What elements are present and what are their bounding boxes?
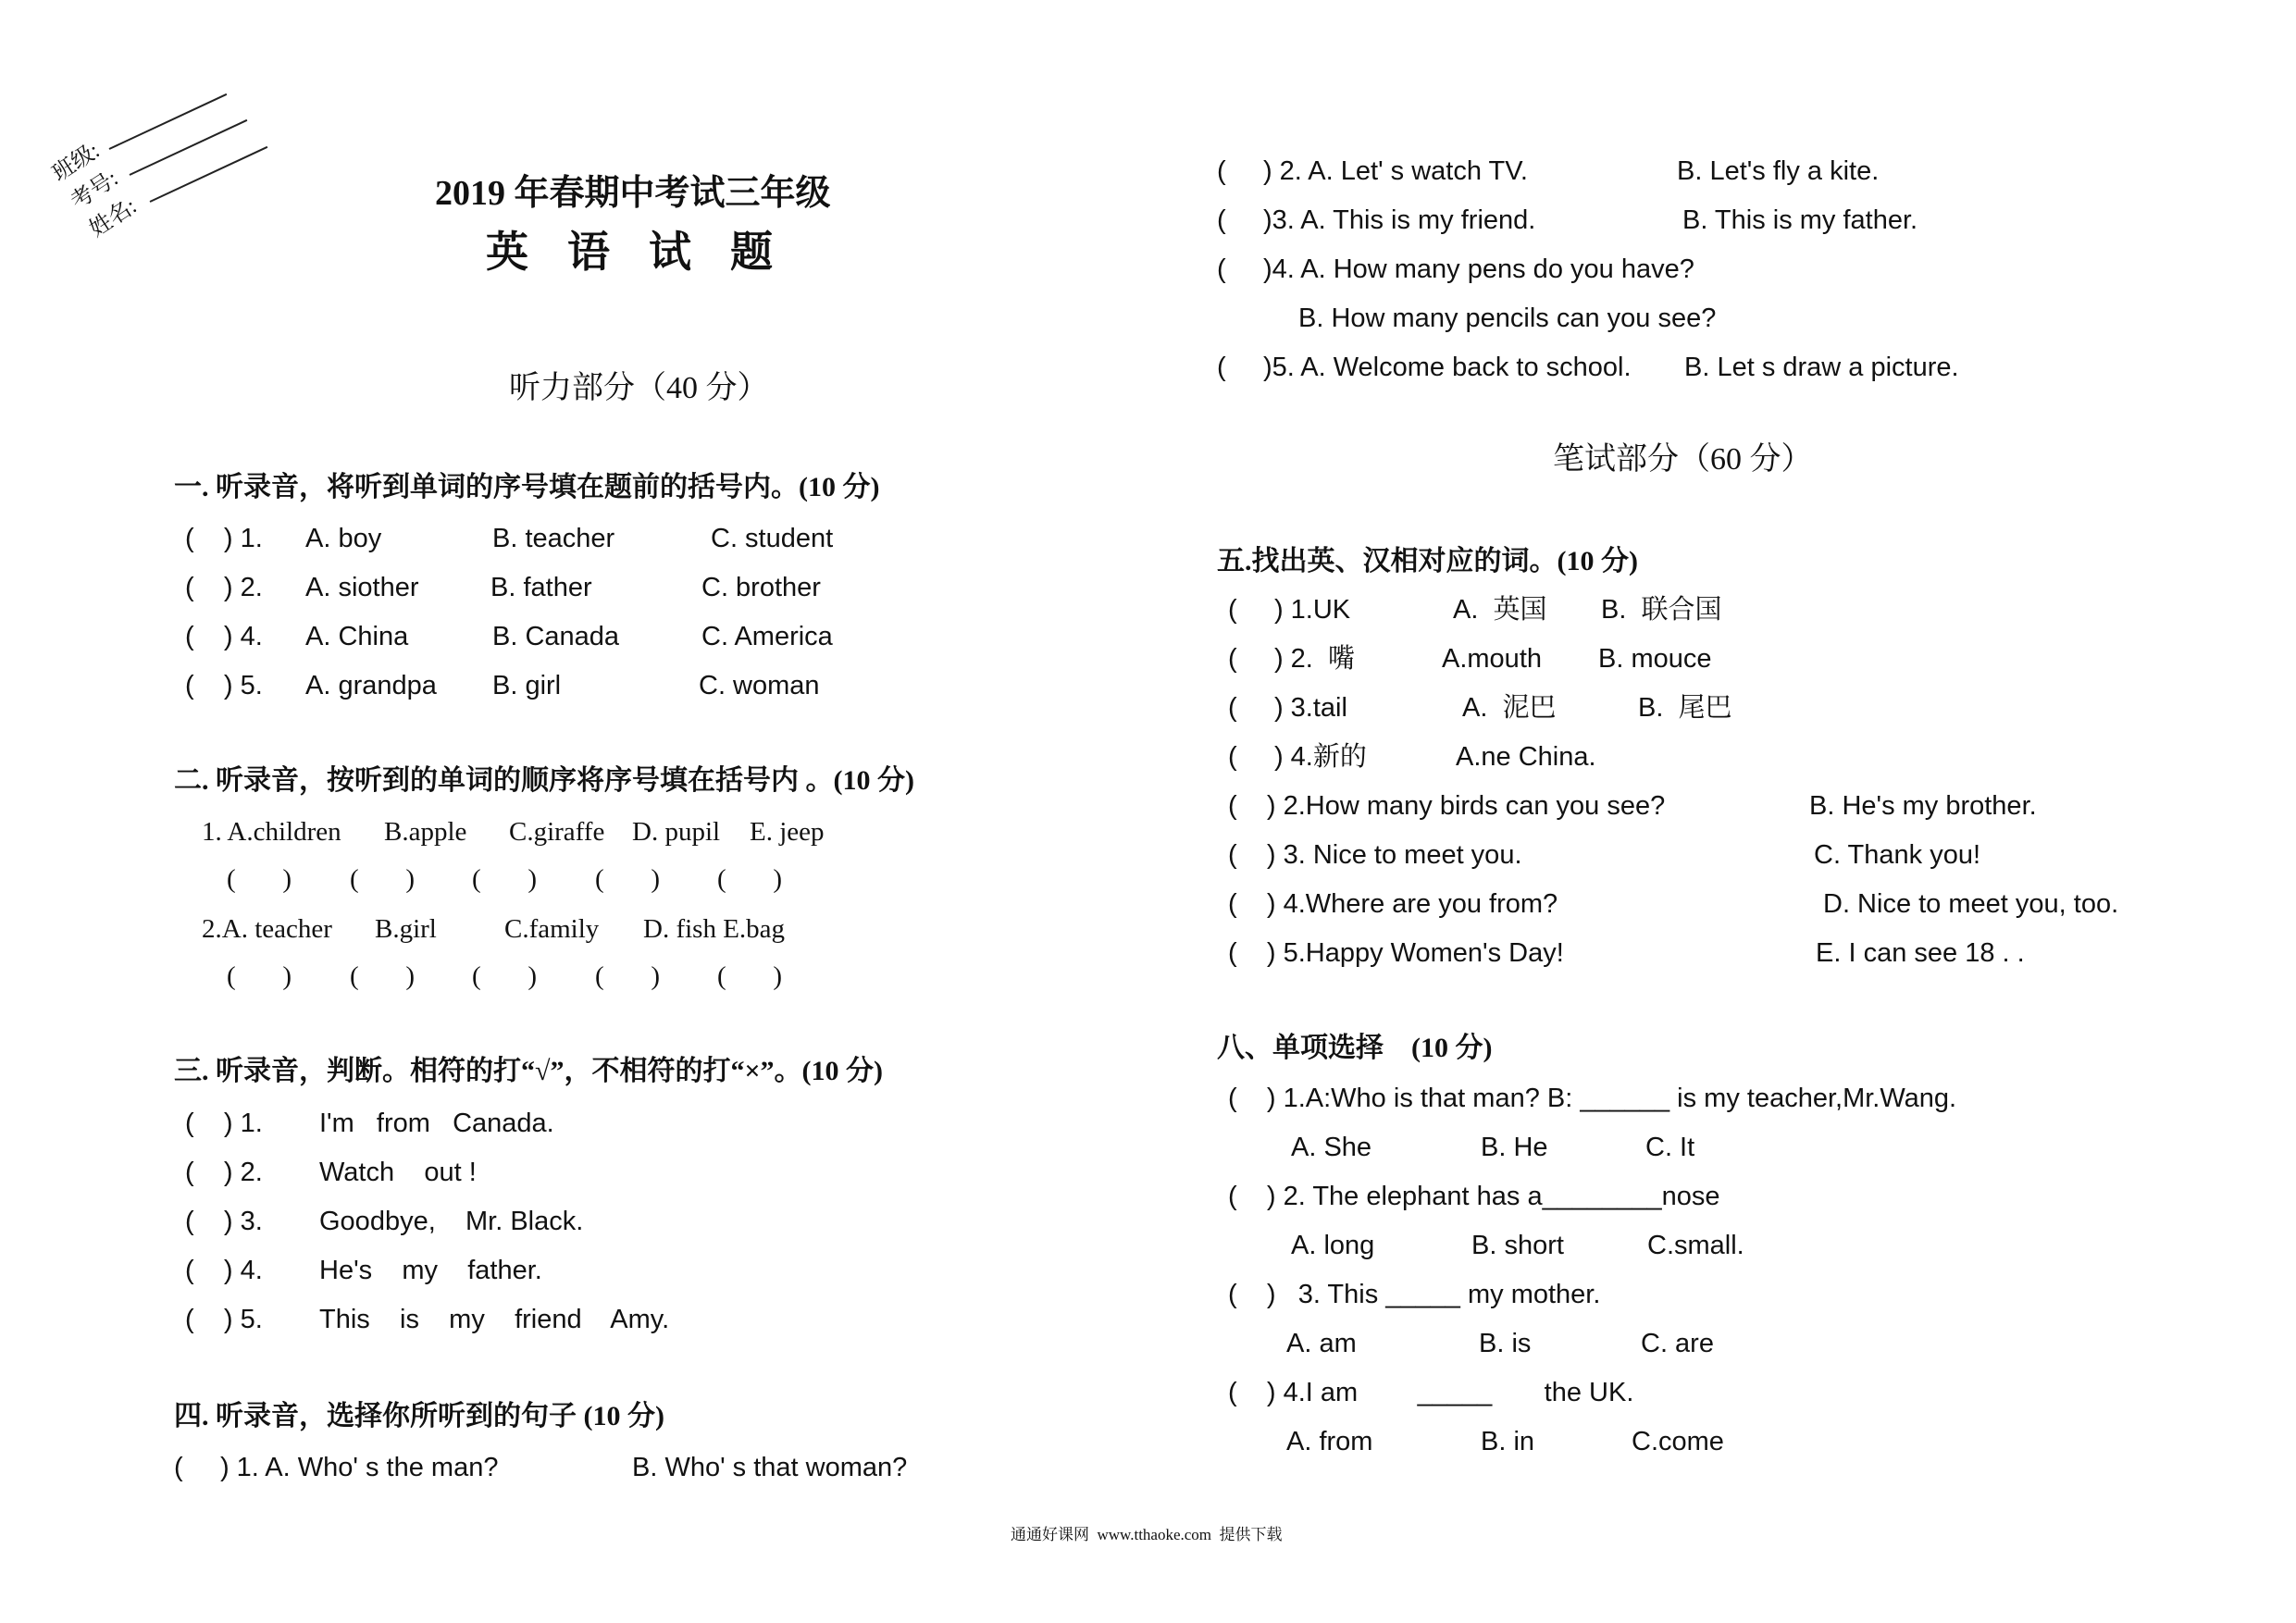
option-a: A. am [1286,1329,1357,1358]
q8-heading: 八、单项选择 (10 分) [1217,1033,1493,1063]
answer-bracket: ( ) 4. [185,622,263,651]
answer-bracket: ( ) [717,961,783,991]
word-option: C.giraffe [509,817,605,847]
option-a: ( ) 2. A. Let' s watch TV. [1217,156,1528,186]
answer-bracket: ( ) [227,961,292,991]
word-option: 2.A. teacher [202,914,332,944]
option-a: ( )5. A. Welcome back to school. [1217,353,1632,382]
sentence: This is my friend Amy. [319,1305,670,1334]
option-b: B. Let's fly a kite. [1677,156,1880,186]
question-text: ( ) 1.A:Who is that man? B: ______ is my teacher,Mr.Wang. [1228,1084,1957,1113]
option-c: C.small. [1647,1231,1744,1260]
question-text: ( ) 3. This _____ my mother. [1228,1280,1601,1309]
option-c: C. are [1641,1329,1714,1358]
question-item: ( ) 3. Nice to meet you. [1228,840,1522,870]
option-a: A. grandpa [305,671,437,700]
answer-bracket: ( ) 4. [185,1256,263,1285]
option-b: B. in [1481,1427,1535,1456]
exam-subtitle: 英语试题 [486,229,812,276]
answer-bracket: ( ) 5. [185,1305,263,1334]
answer-item: D. Nice to meet you, too. [1823,889,2119,919]
exam-number-label: 考号: [67,166,123,215]
answer-item: B. He's my brother. [1809,791,2037,821]
listening-section-heading: 听力部分（40 分） [509,371,769,405]
answer-item: E. I can see 18 . . [1816,938,2025,968]
q5-heading: 五.找出英、汉相对应的词。(10 分) [1217,546,1638,576]
option-a: A. 泥巴 [1462,693,1557,723]
word-item: ( ) 1.UK [1228,595,1351,625]
option-b: B. mouce [1598,644,1712,674]
option-b: B. How many pencils can you see? [1298,304,1717,333]
student-info-stamp [37,51,278,242]
answer-bracket: ( ) [472,864,538,894]
question-text: ( ) 2. The elephant has a________nose [1228,1182,1720,1211]
question-item: ( ) 2.How many birds can you see? [1228,791,1666,821]
option-b: B. girl [492,671,562,700]
word-item: ( ) 4.新的 [1228,742,1367,772]
option-b: B. 联合国 [1601,595,1722,625]
answer-bracket: ( ) [350,864,416,894]
q4-heading: 四. 听录音，选择你所听到的句子 (10 分) [174,1401,664,1431]
exam-number-line [130,119,248,176]
writing-section-heading: 笔试部分（60 分） [1553,442,1813,477]
sentence: He's my father. [319,1256,542,1285]
name-line [150,146,268,203]
option-b: B. teacher [492,524,615,553]
option-a: A.mouth [1442,644,1542,674]
answer-bracket: ( ) 1. [185,1109,263,1138]
option-b: B. Canada [492,622,620,651]
option-a: ( )3. A. This is my friend. [1217,205,1536,235]
option-b: B. 尾巴 [1638,693,1732,723]
answer-bracket: ( ) 3. [185,1207,263,1236]
question-text: ( ) 4.I am _____ the UK. [1228,1378,1634,1407]
option-a: A. siother [305,573,419,602]
option-b: B. Let s draw a picture. [1684,353,1959,382]
answer-item: C. Thank you! [1814,840,1981,870]
option-b: B. father [490,573,592,602]
answer-bracket: ( ) 5. [185,671,263,700]
page-footer: 通通好课网 www.tthaoke.com 提供下载 [1011,1526,1283,1543]
word-item: ( ) 2. 嘴 [1228,644,1355,674]
q2-heading: 二. 听录音，按听到的单词的顺序将序号填在括号内 。(10 分) [174,765,914,796]
class-line [109,93,228,150]
option-c: C. It [1645,1133,1695,1162]
option-a: ( ) 1. A. Who' s the man? [174,1453,499,1482]
option-a: ( )4. A. How many pens do you have? [1217,254,1694,284]
option-b: B. This is my father. [1682,205,1918,235]
answer-bracket: ( ) [350,961,416,991]
option-c: C. America [701,622,833,651]
q3-heading: 三. 听录音，判断。相符的打“√”，不相符的打“×”。(10 分) [174,1056,884,1086]
answer-bracket: ( ) [717,864,783,894]
option-b: B. Who' s that woman? [632,1453,908,1482]
word-option: D. fish E.bag [643,914,786,944]
option-c: C. student [711,524,834,553]
class-label: 班级: [48,138,105,187]
option-b: B. is [1479,1329,1532,1358]
answer-bracket: ( ) [472,961,538,991]
question-item: ( ) 4.Where are you from? [1228,889,1558,919]
question-item: ( ) 5.Happy Women's Day! [1228,938,1564,968]
option-a: A. long [1291,1231,1375,1260]
word-option: B.girl [375,914,437,944]
option-c: C.come [1632,1427,1724,1456]
answer-bracket: ( ) [595,864,661,894]
sentence: I'm from Canada. [319,1109,554,1138]
word-option: B.apple [384,817,467,847]
answer-bracket: ( ) 1. [185,524,263,553]
option-c: C. brother [701,573,821,602]
option-a: A.ne China. [1456,742,1596,772]
word-option: 1. A.children [202,817,341,847]
answer-bracket: ( ) 2. [185,1158,263,1187]
answer-bracket: ( ) [227,864,292,894]
q1-heading: 一. 听录音，将听到单词的序号填在题前的括号内。(10 分) [174,472,880,502]
option-a: A. 英国 [1453,595,1547,625]
option-a: A. China [305,622,409,651]
option-c: C. woman [699,671,820,700]
word-option: E. jeep [750,817,825,847]
word-item: ( ) 3.tail [1228,693,1347,723]
option-b: B. short [1471,1231,1564,1260]
exam-title: 2019 年春期中考试三年级 [435,174,831,213]
sentence: Watch out ! [319,1158,477,1187]
word-option: C.family [504,914,600,944]
option-a: A. She [1291,1133,1372,1162]
name-label: 姓名: [85,193,142,242]
option-a: A. boy [305,524,382,553]
word-option: D. pupil [632,817,721,847]
option-b: B. He [1481,1133,1548,1162]
option-a: A. from [1286,1427,1373,1456]
answer-bracket: ( ) [595,961,661,991]
sentence: Goodbye, Mr. Black. [319,1207,584,1236]
answer-bracket: ( ) 2. [185,573,263,602]
